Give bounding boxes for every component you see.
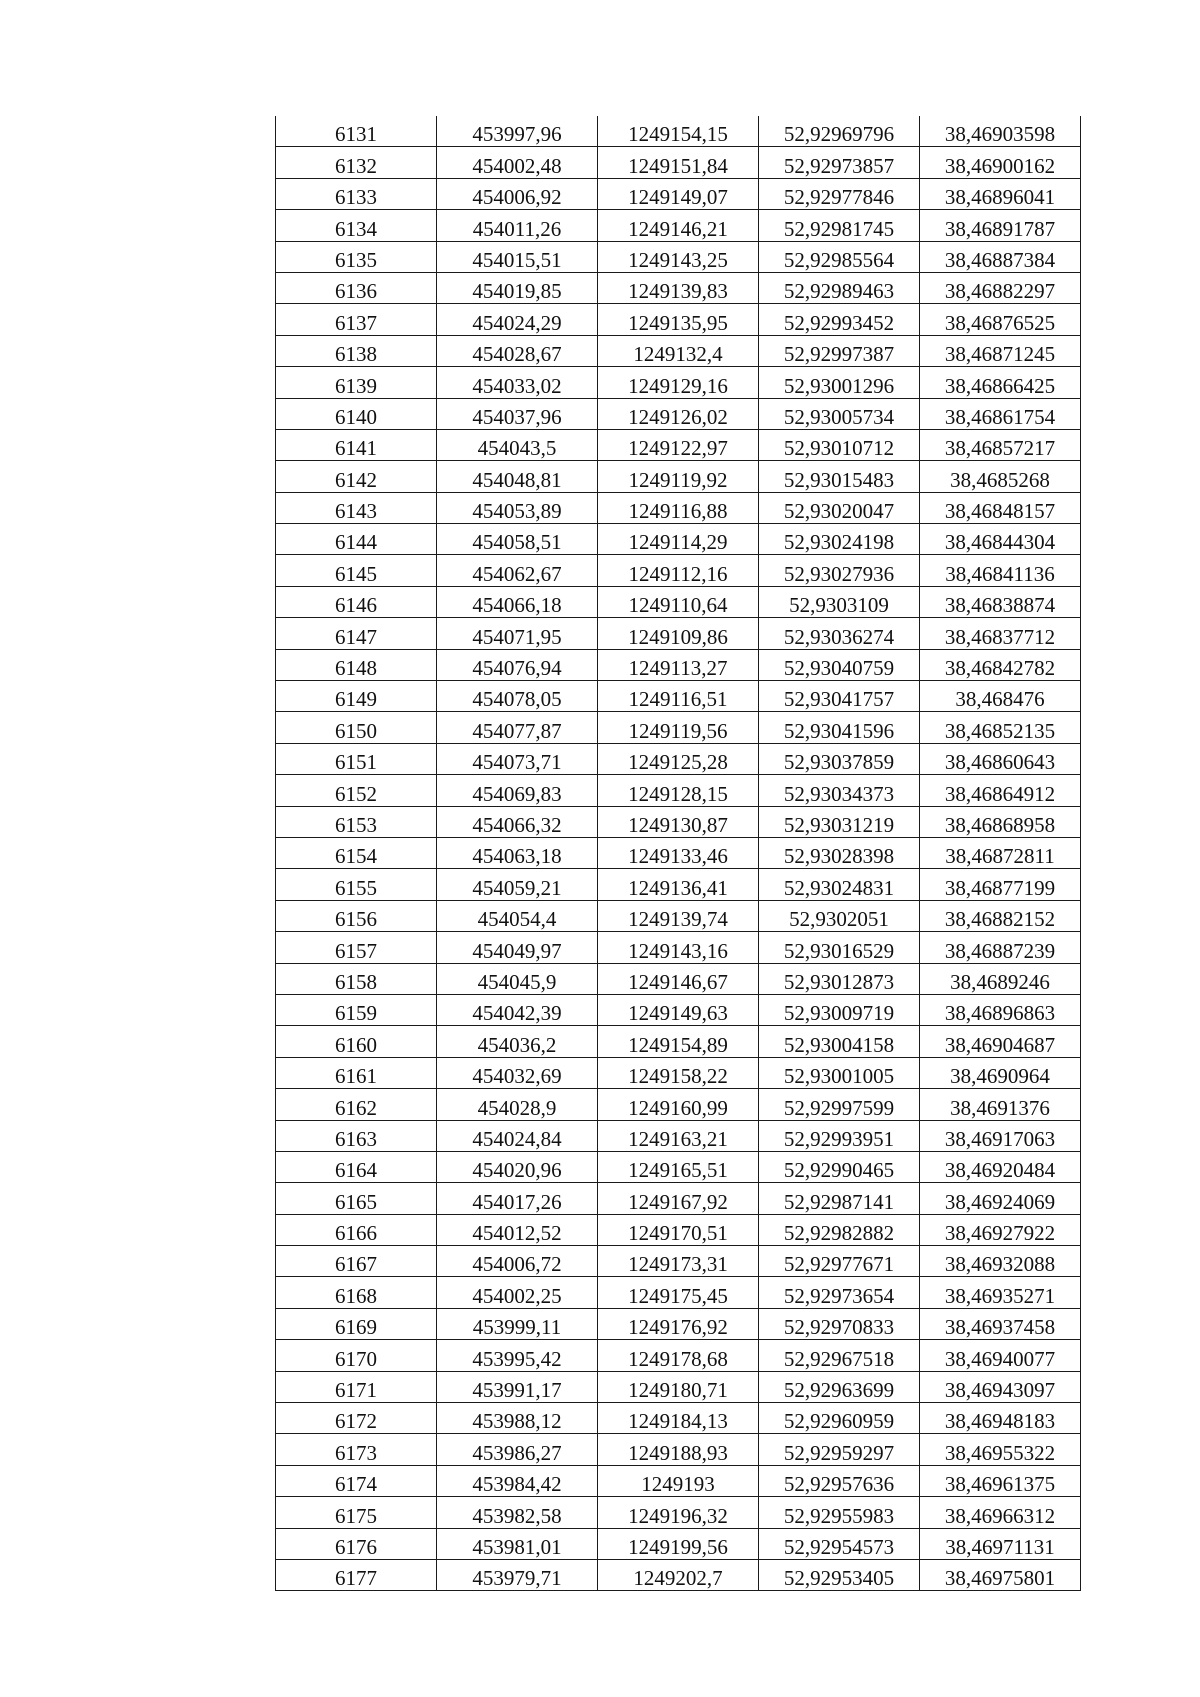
y-coordinate-cell: 1249125,28 xyxy=(598,743,759,774)
x-coordinate-cell: 454066,32 xyxy=(437,806,598,837)
latitude-cell: 52,92977846 xyxy=(759,178,920,209)
x-coordinate-cell: 454024,29 xyxy=(437,304,598,335)
table-row xyxy=(276,932,1081,963)
latitude-cell: 52,93005734 xyxy=(759,398,920,429)
table-row xyxy=(276,586,1081,617)
y-coordinate-cell: 1249139,74 xyxy=(598,900,759,931)
coordinates-table xyxy=(275,116,1081,1591)
latitude-cell: 52,93012873 xyxy=(759,963,920,994)
latitude-cell: 52,93036274 xyxy=(759,618,920,649)
x-coordinate-cell: 454020,96 xyxy=(437,1151,598,1182)
y-coordinate-cell: 1249133,46 xyxy=(598,837,759,868)
table-row xyxy=(276,900,1081,931)
longitude-cell: 38,46891787 xyxy=(920,210,1081,241)
table-row xyxy=(276,116,1081,147)
y-coordinate-cell: 1249146,67 xyxy=(598,963,759,994)
table-row xyxy=(276,1246,1081,1277)
point-number-cell: 6142 xyxy=(276,461,437,492)
table-row xyxy=(276,367,1081,398)
x-coordinate-cell: 453997,96 xyxy=(437,116,598,147)
longitude-cell: 38,46961375 xyxy=(920,1465,1081,1496)
longitude-cell: 38,46848157 xyxy=(920,492,1081,523)
x-coordinate-cell: 454069,83 xyxy=(437,775,598,806)
point-number-cell: 6134 xyxy=(276,210,437,241)
table-row xyxy=(276,1403,1081,1434)
latitude-cell: 52,92963699 xyxy=(759,1371,920,1402)
x-coordinate-cell: 454054,4 xyxy=(437,900,598,931)
x-coordinate-cell: 453984,42 xyxy=(437,1465,598,1496)
longitude-cell: 38,46857217 xyxy=(920,429,1081,460)
longitude-cell: 38,46868958 xyxy=(920,806,1081,837)
y-coordinate-cell: 1249154,15 xyxy=(598,116,759,147)
x-coordinate-cell: 454006,72 xyxy=(437,1246,598,1277)
longitude-cell: 38,46877199 xyxy=(920,869,1081,900)
longitude-cell: 38,46900162 xyxy=(920,147,1081,178)
latitude-cell: 52,92953405 xyxy=(759,1559,920,1590)
x-coordinate-cell: 454019,85 xyxy=(437,272,598,303)
table-row xyxy=(276,429,1081,460)
y-coordinate-cell: 1249136,41 xyxy=(598,869,759,900)
table-row xyxy=(276,210,1081,241)
x-coordinate-cell: 454002,25 xyxy=(437,1277,598,1308)
point-number-cell: 6167 xyxy=(276,1246,437,1277)
table-row xyxy=(276,555,1081,586)
y-coordinate-cell: 1249199,56 xyxy=(598,1528,759,1559)
y-coordinate-cell: 1249170,51 xyxy=(598,1214,759,1245)
longitude-cell: 38,468476 xyxy=(920,681,1081,712)
longitude-cell: 38,46844304 xyxy=(920,524,1081,555)
table-row xyxy=(276,963,1081,994)
y-coordinate-cell: 1249122,97 xyxy=(598,429,759,460)
point-number-cell: 6176 xyxy=(276,1528,437,1559)
y-coordinate-cell: 1249184,13 xyxy=(598,1403,759,1434)
y-coordinate-cell: 1249143,25 xyxy=(598,241,759,272)
x-coordinate-cell: 453982,58 xyxy=(437,1497,598,1528)
point-number-cell: 6161 xyxy=(276,1057,437,1088)
longitude-cell: 38,46882152 xyxy=(920,900,1081,931)
y-coordinate-cell: 1249193 xyxy=(598,1465,759,1496)
latitude-cell: 52,92993452 xyxy=(759,304,920,335)
table-row xyxy=(276,1465,1081,1496)
latitude-cell: 52,93034373 xyxy=(759,775,920,806)
x-coordinate-cell: 453981,01 xyxy=(437,1528,598,1559)
x-coordinate-cell: 454066,18 xyxy=(437,586,598,617)
x-coordinate-cell: 454042,39 xyxy=(437,994,598,1025)
y-coordinate-cell: 1249151,84 xyxy=(598,147,759,178)
point-number-cell: 6149 xyxy=(276,681,437,712)
latitude-cell: 52,92954573 xyxy=(759,1528,920,1559)
latitude-cell: 52,9303109 xyxy=(759,586,920,617)
point-number-cell: 6145 xyxy=(276,555,437,586)
longitude-cell: 38,46975801 xyxy=(920,1559,1081,1590)
table-row xyxy=(276,806,1081,837)
y-coordinate-cell: 1249165,51 xyxy=(598,1151,759,1182)
x-coordinate-cell: 454073,71 xyxy=(437,743,598,774)
table-row xyxy=(276,398,1081,429)
table-row xyxy=(276,1308,1081,1339)
latitude-cell: 52,92960959 xyxy=(759,1403,920,1434)
table-row xyxy=(276,492,1081,523)
table-row xyxy=(276,1089,1081,1120)
point-number-cell: 6168 xyxy=(276,1277,437,1308)
latitude-cell: 52,92973857 xyxy=(759,147,920,178)
x-coordinate-cell: 454078,05 xyxy=(437,681,598,712)
table-row xyxy=(276,1559,1081,1590)
point-number-cell: 6132 xyxy=(276,147,437,178)
latitude-cell: 52,93027936 xyxy=(759,555,920,586)
coordinates-table-body xyxy=(276,116,1081,1591)
longitude-cell: 38,46932088 xyxy=(920,1246,1081,1277)
table-row xyxy=(276,178,1081,209)
x-coordinate-cell: 454036,2 xyxy=(437,1026,598,1057)
point-number-cell: 6158 xyxy=(276,963,437,994)
x-coordinate-cell: 454062,67 xyxy=(437,555,598,586)
point-number-cell: 6137 xyxy=(276,304,437,335)
point-number-cell: 6171 xyxy=(276,1371,437,1402)
y-coordinate-cell: 1249129,16 xyxy=(598,367,759,398)
longitude-cell: 38,46864912 xyxy=(920,775,1081,806)
latitude-cell: 52,93020047 xyxy=(759,492,920,523)
x-coordinate-cell: 454033,02 xyxy=(437,367,598,398)
table-row xyxy=(276,461,1081,492)
point-number-cell: 6133 xyxy=(276,178,437,209)
x-coordinate-cell: 454037,96 xyxy=(437,398,598,429)
latitude-cell: 52,92969796 xyxy=(759,116,920,147)
y-coordinate-cell: 1249149,63 xyxy=(598,994,759,1025)
point-number-cell: 6147 xyxy=(276,618,437,649)
longitude-cell: 38,46872811 xyxy=(920,837,1081,868)
latitude-cell: 52,93001296 xyxy=(759,367,920,398)
y-coordinate-cell: 1249202,7 xyxy=(598,1559,759,1590)
latitude-cell: 52,92997599 xyxy=(759,1089,920,1120)
table-row xyxy=(276,147,1081,178)
latitude-cell: 52,93041596 xyxy=(759,712,920,743)
latitude-cell: 52,92990465 xyxy=(759,1151,920,1182)
point-number-cell: 6154 xyxy=(276,837,437,868)
table-row xyxy=(276,1057,1081,1088)
longitude-cell: 38,46861754 xyxy=(920,398,1081,429)
x-coordinate-cell: 454058,51 xyxy=(437,524,598,555)
point-number-cell: 6152 xyxy=(276,775,437,806)
y-coordinate-cell: 1249135,95 xyxy=(598,304,759,335)
table-row xyxy=(276,1340,1081,1371)
point-number-cell: 6144 xyxy=(276,524,437,555)
point-number-cell: 6148 xyxy=(276,649,437,680)
y-coordinate-cell: 1249113,27 xyxy=(598,649,759,680)
point-number-cell: 6177 xyxy=(276,1559,437,1590)
y-coordinate-cell: 1249175,45 xyxy=(598,1277,759,1308)
longitude-cell: 38,46948183 xyxy=(920,1403,1081,1434)
point-number-cell: 6135 xyxy=(276,241,437,272)
longitude-cell: 38,46841136 xyxy=(920,555,1081,586)
longitude-cell: 38,46937458 xyxy=(920,1308,1081,1339)
point-number-cell: 6169 xyxy=(276,1308,437,1339)
y-coordinate-cell: 1249149,07 xyxy=(598,178,759,209)
longitude-cell: 38,46920484 xyxy=(920,1151,1081,1182)
longitude-cell: 38,4691376 xyxy=(920,1089,1081,1120)
y-coordinate-cell: 1249176,92 xyxy=(598,1308,759,1339)
y-coordinate-cell: 1249116,88 xyxy=(598,492,759,523)
y-coordinate-cell: 1249196,32 xyxy=(598,1497,759,1528)
longitude-cell: 38,46860643 xyxy=(920,743,1081,774)
latitude-cell: 52,93024198 xyxy=(759,524,920,555)
y-coordinate-cell: 1249143,16 xyxy=(598,932,759,963)
latitude-cell: 52,93004158 xyxy=(759,1026,920,1057)
table-row xyxy=(276,712,1081,743)
point-number-cell: 6163 xyxy=(276,1120,437,1151)
x-coordinate-cell: 454011,26 xyxy=(437,210,598,241)
y-coordinate-cell: 1249180,71 xyxy=(598,1371,759,1402)
y-coordinate-cell: 1249173,31 xyxy=(598,1246,759,1277)
point-number-cell: 6159 xyxy=(276,994,437,1025)
y-coordinate-cell: 1249160,99 xyxy=(598,1089,759,1120)
x-coordinate-cell: 453991,17 xyxy=(437,1371,598,1402)
x-coordinate-cell: 454045,9 xyxy=(437,963,598,994)
y-coordinate-cell: 1249132,4 xyxy=(598,335,759,366)
longitude-cell: 38,46842782 xyxy=(920,649,1081,680)
x-coordinate-cell: 454077,87 xyxy=(437,712,598,743)
table-row xyxy=(276,1151,1081,1182)
point-number-cell: 6136 xyxy=(276,272,437,303)
latitude-cell: 52,92959297 xyxy=(759,1434,920,1465)
point-number-cell: 6157 xyxy=(276,932,437,963)
longitude-cell: 38,46896863 xyxy=(920,994,1081,1025)
table-row xyxy=(276,1214,1081,1245)
x-coordinate-cell: 454017,26 xyxy=(437,1183,598,1214)
longitude-cell: 38,46866425 xyxy=(920,367,1081,398)
y-coordinate-cell: 1249109,86 xyxy=(598,618,759,649)
table-row xyxy=(276,1183,1081,1214)
longitude-cell: 38,46837712 xyxy=(920,618,1081,649)
x-coordinate-cell: 454015,51 xyxy=(437,241,598,272)
point-number-cell: 6131 xyxy=(276,116,437,147)
table-row xyxy=(276,241,1081,272)
point-number-cell: 6155 xyxy=(276,869,437,900)
latitude-cell: 52,92997387 xyxy=(759,335,920,366)
longitude-cell: 38,46903598 xyxy=(920,116,1081,147)
y-coordinate-cell: 1249126,02 xyxy=(598,398,759,429)
longitude-cell: 38,4690964 xyxy=(920,1057,1081,1088)
longitude-cell: 38,46887239 xyxy=(920,932,1081,963)
latitude-cell: 52,92957636 xyxy=(759,1465,920,1496)
y-coordinate-cell: 1249178,68 xyxy=(598,1340,759,1371)
point-number-cell: 6150 xyxy=(276,712,437,743)
y-coordinate-cell: 1249146,21 xyxy=(598,210,759,241)
x-coordinate-cell: 454028,67 xyxy=(437,335,598,366)
y-coordinate-cell: 1249167,92 xyxy=(598,1183,759,1214)
point-number-cell: 6139 xyxy=(276,367,437,398)
point-number-cell: 6166 xyxy=(276,1214,437,1245)
longitude-cell: 38,46871245 xyxy=(920,335,1081,366)
x-coordinate-cell: 454024,84 xyxy=(437,1120,598,1151)
latitude-cell: 52,92989463 xyxy=(759,272,920,303)
latitude-cell: 52,93031219 xyxy=(759,806,920,837)
x-coordinate-cell: 453986,27 xyxy=(437,1434,598,1465)
point-number-cell: 6162 xyxy=(276,1089,437,1120)
x-coordinate-cell: 454012,52 xyxy=(437,1214,598,1245)
point-number-cell: 6146 xyxy=(276,586,437,617)
point-number-cell: 6141 xyxy=(276,429,437,460)
latitude-cell: 52,92985564 xyxy=(759,241,920,272)
x-coordinate-cell: 454002,48 xyxy=(437,147,598,178)
longitude-cell: 38,46943097 xyxy=(920,1371,1081,1402)
table-row xyxy=(276,272,1081,303)
point-number-cell: 6170 xyxy=(276,1340,437,1371)
point-number-cell: 6153 xyxy=(276,806,437,837)
y-coordinate-cell: 1249116,51 xyxy=(598,681,759,712)
x-coordinate-cell: 454053,89 xyxy=(437,492,598,523)
point-number-cell: 6165 xyxy=(276,1183,437,1214)
table-row xyxy=(276,775,1081,806)
x-coordinate-cell: 453979,71 xyxy=(437,1559,598,1590)
latitude-cell: 52,92970833 xyxy=(759,1308,920,1339)
x-coordinate-cell: 454006,92 xyxy=(437,178,598,209)
x-coordinate-cell: 454071,95 xyxy=(437,618,598,649)
y-coordinate-cell: 1249119,92 xyxy=(598,461,759,492)
table-row xyxy=(276,1371,1081,1402)
point-number-cell: 6164 xyxy=(276,1151,437,1182)
longitude-cell: 38,46896041 xyxy=(920,178,1081,209)
latitude-cell: 52,93028398 xyxy=(759,837,920,868)
latitude-cell: 52,93040759 xyxy=(759,649,920,680)
table-row xyxy=(276,837,1081,868)
table-row xyxy=(276,649,1081,680)
y-coordinate-cell: 1249158,22 xyxy=(598,1057,759,1088)
point-number-cell: 6173 xyxy=(276,1434,437,1465)
x-coordinate-cell: 454059,21 xyxy=(437,869,598,900)
point-number-cell: 6138 xyxy=(276,335,437,366)
latitude-cell: 52,93041757 xyxy=(759,681,920,712)
y-coordinate-cell: 1249110,64 xyxy=(598,586,759,617)
longitude-cell: 38,4685268 xyxy=(920,461,1081,492)
longitude-cell: 38,46887384 xyxy=(920,241,1081,272)
longitude-cell: 38,46927922 xyxy=(920,1214,1081,1245)
point-number-cell: 6151 xyxy=(276,743,437,774)
y-coordinate-cell: 1249128,15 xyxy=(598,775,759,806)
longitude-cell: 38,46924069 xyxy=(920,1183,1081,1214)
table-row xyxy=(276,304,1081,335)
table-row xyxy=(276,1528,1081,1559)
table-row xyxy=(276,618,1081,649)
longitude-cell: 38,46955322 xyxy=(920,1434,1081,1465)
longitude-cell: 38,46904687 xyxy=(920,1026,1081,1057)
table-row xyxy=(276,681,1081,712)
point-number-cell: 6140 xyxy=(276,398,437,429)
x-coordinate-cell: 454028,9 xyxy=(437,1089,598,1120)
longitude-cell: 38,46882297 xyxy=(920,272,1081,303)
table-row xyxy=(276,1497,1081,1528)
longitude-cell: 38,4689246 xyxy=(920,963,1081,994)
latitude-cell: 52,93010712 xyxy=(759,429,920,460)
x-coordinate-cell: 454063,18 xyxy=(437,837,598,868)
latitude-cell: 52,92981745 xyxy=(759,210,920,241)
latitude-cell: 52,93024831 xyxy=(759,869,920,900)
y-coordinate-cell: 1249130,87 xyxy=(598,806,759,837)
x-coordinate-cell: 454043,5 xyxy=(437,429,598,460)
longitude-cell: 38,46917063 xyxy=(920,1120,1081,1151)
table-row xyxy=(276,743,1081,774)
x-coordinate-cell: 454076,94 xyxy=(437,649,598,680)
latitude-cell: 52,93009719 xyxy=(759,994,920,1025)
table-row xyxy=(276,994,1081,1025)
table-row xyxy=(276,1277,1081,1308)
latitude-cell: 52,9302051 xyxy=(759,900,920,931)
latitude-cell: 52,92955983 xyxy=(759,1497,920,1528)
longitude-cell: 38,46876525 xyxy=(920,304,1081,335)
table-row xyxy=(276,1120,1081,1151)
latitude-cell: 52,92973654 xyxy=(759,1277,920,1308)
x-coordinate-cell: 454048,81 xyxy=(437,461,598,492)
x-coordinate-cell: 454049,97 xyxy=(437,932,598,963)
y-coordinate-cell: 1249112,16 xyxy=(598,555,759,586)
latitude-cell: 52,92982882 xyxy=(759,1214,920,1245)
longitude-cell: 38,46838874 xyxy=(920,586,1081,617)
point-number-cell: 6160 xyxy=(276,1026,437,1057)
latitude-cell: 52,92987141 xyxy=(759,1183,920,1214)
longitude-cell: 38,46940077 xyxy=(920,1340,1081,1371)
latitude-cell: 52,92977671 xyxy=(759,1246,920,1277)
longitude-cell: 38,46966312 xyxy=(920,1497,1081,1528)
x-coordinate-cell: 453999,11 xyxy=(437,1308,598,1339)
longitude-cell: 38,46852135 xyxy=(920,712,1081,743)
latitude-cell: 52,92967518 xyxy=(759,1340,920,1371)
x-coordinate-cell: 453995,42 xyxy=(437,1340,598,1371)
latitude-cell: 52,93016529 xyxy=(759,932,920,963)
y-coordinate-cell: 1249114,29 xyxy=(598,524,759,555)
x-coordinate-cell: 454032,69 xyxy=(437,1057,598,1088)
y-coordinate-cell: 1249163,21 xyxy=(598,1120,759,1151)
table-row xyxy=(276,524,1081,555)
table-row xyxy=(276,335,1081,366)
longitude-cell: 38,46971131 xyxy=(920,1528,1081,1559)
y-coordinate-cell: 1249154,89 xyxy=(598,1026,759,1057)
table-row xyxy=(276,869,1081,900)
point-number-cell: 6156 xyxy=(276,900,437,931)
latitude-cell: 52,93001005 xyxy=(759,1057,920,1088)
point-number-cell: 6172 xyxy=(276,1403,437,1434)
point-number-cell: 6175 xyxy=(276,1497,437,1528)
latitude-cell: 52,93015483 xyxy=(759,461,920,492)
x-coordinate-cell: 453988,12 xyxy=(437,1403,598,1434)
latitude-cell: 52,93037859 xyxy=(759,743,920,774)
table-row xyxy=(276,1026,1081,1057)
table-row xyxy=(276,1434,1081,1465)
point-number-cell: 6174 xyxy=(276,1465,437,1496)
point-number-cell: 6143 xyxy=(276,492,437,523)
latitude-cell: 52,92993951 xyxy=(759,1120,920,1151)
y-coordinate-cell: 1249139,83 xyxy=(598,272,759,303)
y-coordinate-cell: 1249188,93 xyxy=(598,1434,759,1465)
y-coordinate-cell: 1249119,56 xyxy=(598,712,759,743)
longitude-cell: 38,46935271 xyxy=(920,1277,1081,1308)
